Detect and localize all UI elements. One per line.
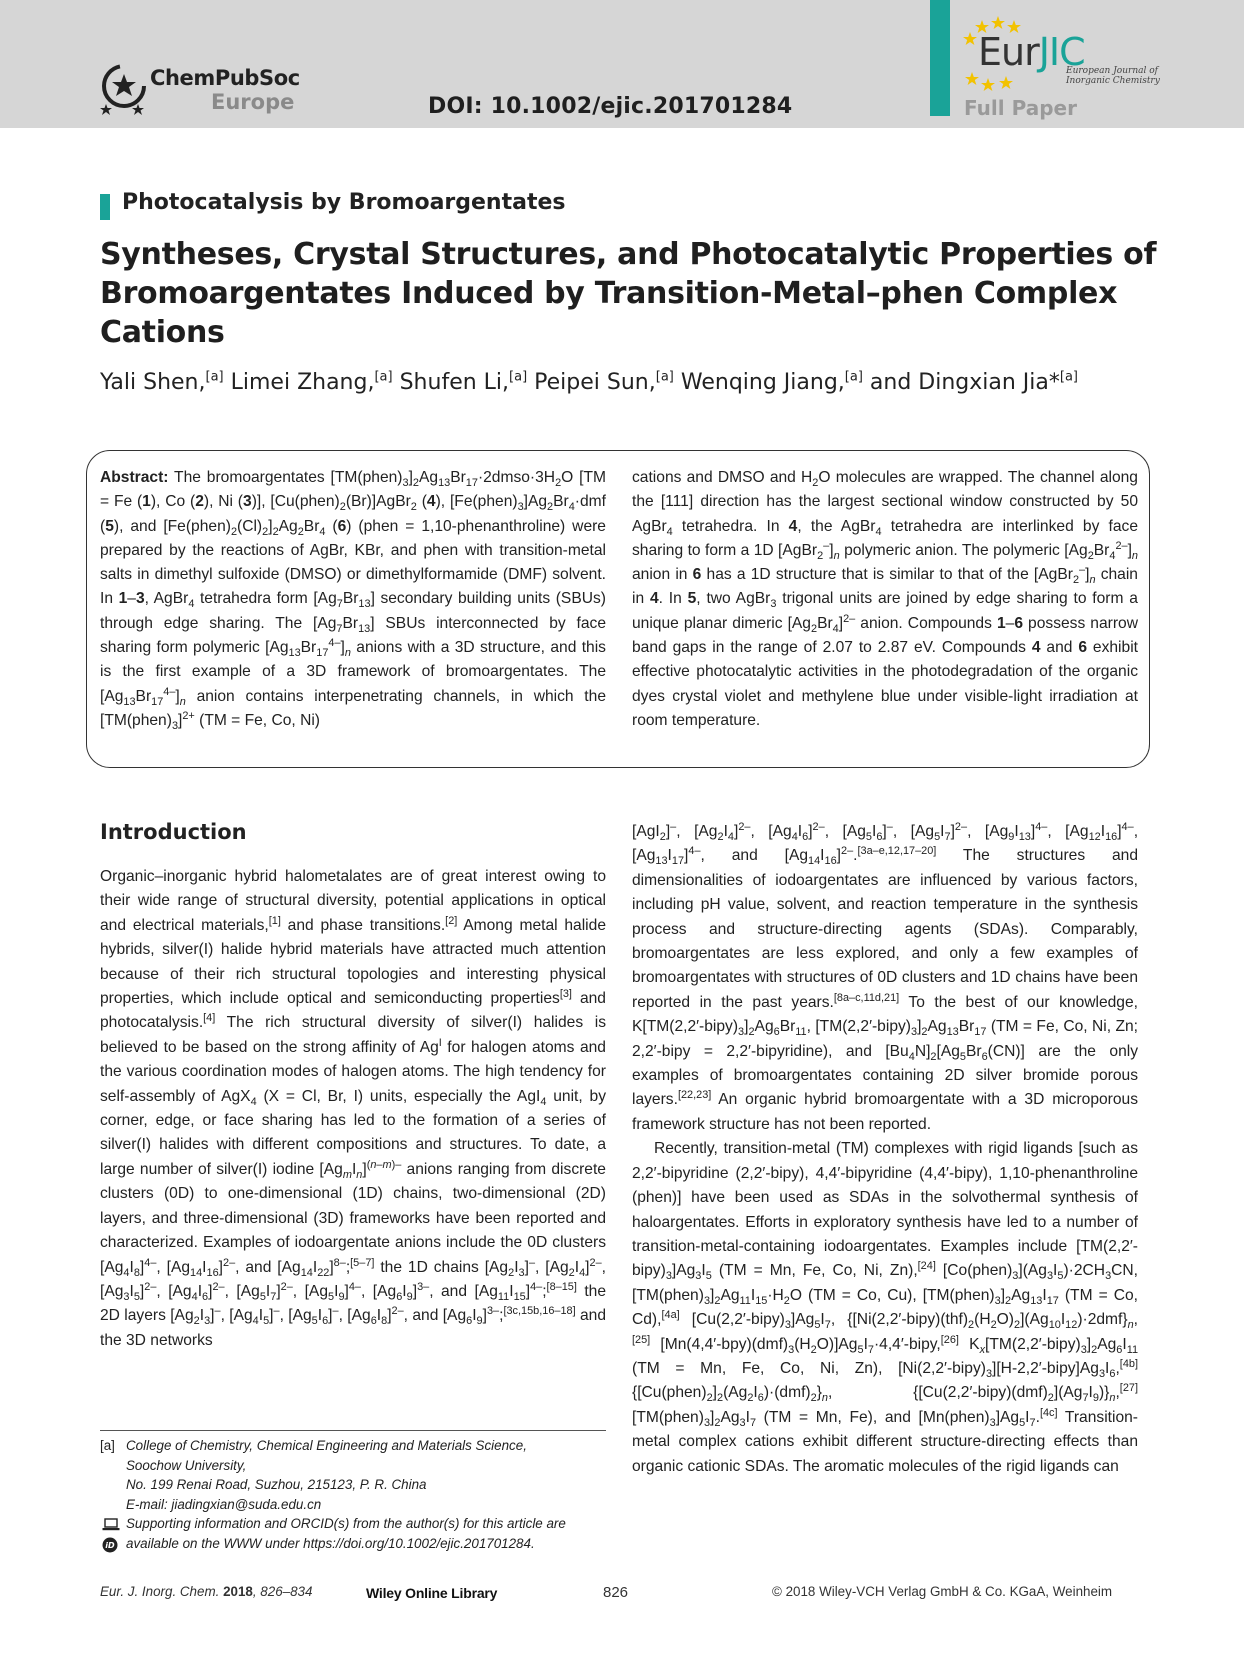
laptop-icon <box>102 1518 120 1531</box>
author-name: Peipei Sun,[a] <box>534 369 674 395</box>
doi-link[interactable]: DOI: 10.1002/ejic.201701284 <box>428 94 793 119</box>
abstract-label: Abstract: <box>100 469 169 486</box>
affiliation-line: No. 199 Renai Road, Suzhou, 215123, P. R. China <box>126 1477 427 1493</box>
section-heading-introduction: Introduction <box>100 820 247 844</box>
affiliation-marker: [a] <box>509 369 528 385</box>
footnote-rule <box>100 1430 606 1431</box>
author-name: Yali Shen,[a] <box>100 369 224 395</box>
page-number: 826 <box>603 1584 629 1601</box>
wiley-online-library-logo[interactable]: Wiley Online Library <box>366 1585 498 1601</box>
publisher-subname: Europe <box>211 90 295 114</box>
orcid-icon <box>102 1537 118 1553</box>
author-name: and Dingxian Jia*[a] <box>869 369 1079 395</box>
affiliation-line: Soochow University, <box>126 1457 247 1473</box>
affiliation-marker: [a] <box>655 369 674 385</box>
kicker-heading: Photocatalysis by Bromoargentates <box>122 190 566 215</box>
intro-right-column: [AgI$_2$]–, $[Ag_2I_4]^{2-}$, $[Ag_4I_6]^{2-}$, $[Ag_5I_6]^-$, $[Ag_5I_7]^{2-}$, $[Ag_9I_{13}]^{4-}$, $[Ag_{12}I_{16}]^{4-}$, $[Ag_{13}I_{17}]^{4-}$, and $[Ag_{14}I_{16}]^{2-}.[3a-e,12,17-20]$ The structures and dimensionalities of iodoargentates are influenced by various factors, including pH value, solvent, and reaction temperature in the synthesis process and structure-directing agents (SDAs). Comparably, bromoargentates are less explored, and only a few examples of bromoargentates with structures of 0D clusters and 1D chains have been reported in the past years.[8a–c,11d,21] To the best of our knowledge, $K[TM(2,2'-bipy)_3]_2Ag_6Br_{11}$, $[TM(2,2'-bipy)_3]_2Ag_{13}Br_{17}$ (TM = Fe, Co, Ni, Zn; 2,2′-bipy = 2,2′-bipyridine), and $[Bu_4N]_2[Ag_5Br_6(CN)]$ are the only examples of bromoargentates containing 2D silver bromide porous layers.[22,23] An organic hybrid bromoargentate with a 3D microporous framework structure has not been reported. Recently, transition-metal (TM) complexes with rigid ligands [such as 2,2′-bipyridine (2,2′-bipy), 4,4′-bipyridine (4,4′-bipy), 1,10-phenanthroline (phen)] have been used as SDAs in the solvothermal synthesis of haloargentates. Efforts in exploratory synthesis have led to a number of transition-metal-containing iodoargentates. Examples include $[TM(2,2'-bipy)_3]Ag_3I_5$ (TM = Mn, Fe, Co, Ni, Zn),[24] $[Co(phen)_3](Ag_3I_5)\cdot 2CH_3CN$, $[TM(phen)_3]_2Ag_{11}I_{15}\cdot H_2O$ (TM = Co, Cu), $[TM(phen)_3]_2Ag_{13}I_{17}$ (TM = Co, Cd),[4a] $[Cu(2,2'-bipy)_3]Ag_5I_7$, $\{[Ni(2,2'-bipy)(thf)_2(H_2O)_2](Ag_{10}I_{12})\cdot 2dmf\}_n,[25]$ $[Mn(4,4'-bpy)(dmf)_3(H_2O)]Ag_5I_7\cdot 4,4'-bipy,[26]$ $K_x[TM(2,2'-bipy)_3]_2Ag_6I_{11}$ (TM = Mn, Fe, Co, Ni, Zn), $[Ni(2,2'-bipy)_3][H-2,2'-bipy]Ag_3I_6,[4b]$ $\{[Cu(phen)_2]_2(Ag_2I_6)\cdot(dmf)_2\}_n$, $\{[Cu(2,2'-bipy)(dmf)_2](Ag_7I_9)\}_n,[27]$ $[TM(phen)_3]_2Ag_3I_7$ (TM = Mn, Fe), and $[Mn(phen)_3]Ag_5I_7.[4c]$ Transition-metal complex cations exhibit different structure-directing effects than organic cationic SDAs. The aromatic molecules of the rigid ligands can <box>632 820 1139 1475</box>
affiliation-marker: [a] <box>844 369 863 385</box>
affiliation-footnote <box>100 1436 610 1554</box>
footnote-label: [a] <box>100 1438 115 1453</box>
supporting-info-url[interactable]: available on the WWW under https://doi.org/10.1002/ejic.201701284. <box>126 1535 535 1551</box>
footer-citation: Eur. J. Inorg. Chem. 2018, 826–834 <box>100 1584 313 1599</box>
author-name: Limei Zhang,[a] <box>230 369 393 395</box>
affiliation-marker: [a] <box>1059 369 1079 385</box>
journal-logo: EurJIC <box>978 30 1085 74</box>
supporting-info-line: Supporting information and ORCID(s) from the author(s) for this article are <box>126 1516 566 1532</box>
article-type: Full Paper <box>964 96 1077 120</box>
chempubsoc-logo-icon <box>98 60 150 116</box>
affiliation-marker: [a] <box>205 369 224 385</box>
abstract-right-column: cations and DMSO and $H_2O$ molecules are wrapped. The channel along the [111] direction has the largest sectional window constructed by 50 AgBr$_4$ tetrahedra. In 4, the AgBr$_4$ tetrahedra are interlinked by face sharing to form a 1D $[AgBr_2^-]_n$ polymeric anion. The polymeric $[Ag_2Br_4^{2-}]_n$ anion in 6 has a 1D structure that is similar to that of the $[AgBr_2^-]_n$ chain in 4. In 5, two AgBr$_3$ trigonal units are joined by edge sharing to form a unique planar dimeric $[Ag_2Br_4]^{2-}$ anion. Compounds 1–6 possess narrow band gaps in the range of 2.07 to 2.87 eV. Compounds 4 and 6 exhibit effective photocatalytic activities in the photodegradation of the organic dyes crystal violet and methylene blue under visible-light irradiation at room temperature. <box>632 469 1139 729</box>
svg-text:iD: iD <box>105 1541 115 1551</box>
accent-bar <box>930 0 950 116</box>
kicker-accent <box>100 194 110 220</box>
author-name: Wenqing Jiang,[a] <box>680 369 863 395</box>
email-link[interactable]: E-mail: jiadingxian@suda.edu.cn <box>126 1496 322 1512</box>
affiliation-line: College of Chemistry, Chemical Engineering and Materials Science, <box>126 1438 527 1453</box>
intro-left-column: Organic–inorganic hybrid halometalates are of great interest owing to their wide range of structural diversity, potential applications in optical and electrical materials,[1] and phase transitions.[2] Among metal halide hybrids, silver(I) halide hybrid materials have attracted much attention because of their rich structural topologies and interesting physical properties, which include optical and semiconducting properties[3] and photocatalysis.[4] The rich structural diversity of silver(I) halides is believed to be based on the strong affinity of $Ag^I$ for halogen atoms and the various coordination modes of halogen atoms. The high tendency for self-assembly of AgX$_4$ (X = Cl, Br, I) units, especially the AgI$_4$ unit, by corner, edge, or face sharing has led to the formation of a series of silver(I) halides with different compositions and structures. To date, a large number of silver(I) iodine $[Ag_mI_n]^{(n-m)-}$ anions ranging from discrete clusters (0D) to one-dimensional (1D) chains, two-dimensional (2D) layers, and three-dimensional (3D) frameworks have been reported and characterized. Examples of iodoargentate anions include the 0D clusters $[Ag_4I_8]^{4-}$, $[Ag_{14}I_{16}]^{2-}$, and $[Ag_{14}I_{22}]^{8-};[5-7]$ the 1D chains $[Ag_2I_3]^-$, $[Ag_2I_4]^{2-}$, $[Ag_3I_5]^{2-}$, $[Ag_4I_6]^{2-}$, $[Ag_5I_7]^{2-}$, $[Ag_5I_9]^{4-}$, $[Ag_6I_9]^{3-}$, and $[Ag_{11}I_{15}]^{4-};[8-15]$ the 2D layers $[Ag_2I_3]^-$, $[Ag_4I_5]^-$, $[Ag_5I_6]^-$, $[Ag_6I_8]^{2-}$, and $[Ag_6I_9]^{3-};[3c,15b,16-18]$ and the 3D networks <box>100 868 607 1349</box>
journal-header <box>0 0 1244 128</box>
copyright-notice: © 2018 Wiley-VCH Verlag GmbH & Co. KGaA, Weinheim <box>772 1584 1113 1599</box>
affiliation-marker: [a] <box>374 369 393 385</box>
author-name: Shufen Li,[a] <box>399 369 528 395</box>
publisher-name: ChemPubSoc <box>150 66 300 90</box>
abstract-left-column: Abstract: The bromoargentates $[TM(phen)_3]_2Ag_{13}Br_{17}\cdot 2dmso\cdot 3H_2O$ [TM = Fe (1), Co (2), Ni (3)], $[Cu(phen)_2(Br)]AgBr_2$ (4), $[Fe(phen)_3]Ag_2Br_4\cdot dmf$ (5), and $[Fe(phen)_2(Cl)_2]_2Ag_2Br_4$ (6) (phen = 1,10-phenanthroline) were prepared by the reactions of AgBr, KBr, and phen with transition-metal salts in dimethyl sulfoxide (DMSO) or dimethylformamide (DMF) solvent. In 1–3, AgBr$_4$ tetrahedra form $[Ag_7Br_{13}]$ secondary building units (SBUs) through edge sharing. The $[Ag_7Br_{13}]$ SBUs interconnected by face sharing form polymeric $[Ag_{13}Br_{17}^{4-}]_n$ anions with a 3D structure, and this is the first example of a 3D framework of bromoargentates. The $[Ag_{13}Br_{17}^{4-}]_n$ anion contains interpenetrating channels, in which the $[TM(phen)_3]^{2+}$ (TM = Fe, Co, Ni) <box>100 469 606 733</box>
journal-tagline: European Journal of Inorganic Chemistry <box>1066 66 1160 86</box>
author-list <box>100 370 1180 395</box>
article-title: Syntheses, Crystal Structures, and Photocatalytic Properties of Bromoargentates Induced by Transition-Metal–phen Complex Cations <box>100 237 1157 350</box>
